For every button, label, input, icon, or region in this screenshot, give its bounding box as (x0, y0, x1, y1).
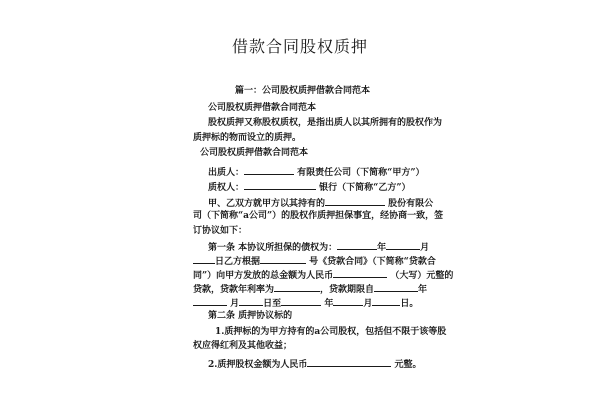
paragraph-1-line-2: 质押标的物而设立的质押。 (193, 133, 302, 143)
pledgee-label: 质权人： (208, 183, 245, 193)
loan-start-day-blank (239, 296, 263, 306)
pledgor-label: 出质人： (208, 168, 245, 178)
loan-start-month-blank (193, 296, 227, 306)
article-2-item-1-line-1: 1.质押标的为甲方持有的a公司股权，包括但不限于该等股 (215, 327, 447, 337)
loan-end-month-blank (333, 296, 363, 306)
article-2-item-1-line-2: 权应得红利及其他收益； (193, 341, 293, 351)
article-1-line-1: 第一条 本协议所担保的债权为： 年 月 (208, 240, 429, 254)
pledgee-suffix: 银行（下简称“乙方”） (319, 183, 411, 193)
article-1-line-3: 同”）向甲方发放的总金额为人民币 （大写）元整的 (193, 268, 453, 282)
article-1-year-blank (337, 240, 377, 250)
paragraph-2-line-1: 甲、乙双方就甲方以其持有的 股份有限公 (208, 196, 433, 210)
pledgor-suffix: 有限责任公司（下简称“甲方”） (297, 168, 425, 178)
document-title: 借款合同股权质押 (231, 37, 368, 56)
article-2-heading: 第二条 质押协议标的 (208, 311, 293, 321)
pledge-amount-blank (307, 357, 391, 367)
interest-rate-blank (274, 282, 320, 292)
heading-2: 公司股权质押借款合同范本 (200, 148, 309, 158)
loan-amount-blank (333, 268, 387, 278)
article-1-line-2: 日乙方根据 号《贷款合同》（下简称“贷款合 (193, 254, 436, 268)
loan-end-day-blank (372, 296, 400, 306)
paragraph-2-line-3: 订协议如下： (193, 226, 248, 236)
article-2-item-2: 2.质押股权金额为人民币 元整。 (208, 357, 422, 371)
section-subtitle: 篇一：公司股权质押借款合同范本 (235, 86, 371, 96)
loan-end-year-blank (281, 296, 321, 306)
article-1-line-4: 贷款，贷款年利率为 ，贷款期限自 年 (193, 282, 427, 296)
pledgor-line (208, 165, 425, 179)
pledgee-name-blank (244, 180, 316, 190)
article-1-line-5: 月 日至 年 月 日。 (193, 296, 418, 310)
contract-number-blank (260, 254, 306, 264)
pledgor-name-blank (244, 165, 294, 175)
company-name-blank (325, 196, 385, 206)
heading-1: 公司股权质押借款合同范本 (208, 103, 317, 113)
paragraph-2-line-2: 司（下简称“a公司”）的股权作质押担保事宜，经协商一致，签 (193, 211, 444, 221)
loan-start-year-blank (374, 282, 418, 292)
article-1-month-blank (386, 240, 420, 250)
article-1-day-blank (193, 254, 215, 264)
pledgee-line (208, 180, 411, 194)
paragraph-1-line-1: 股权质押又称股权质权，是指出质人以其所拥有的股权作为 (208, 118, 443, 128)
